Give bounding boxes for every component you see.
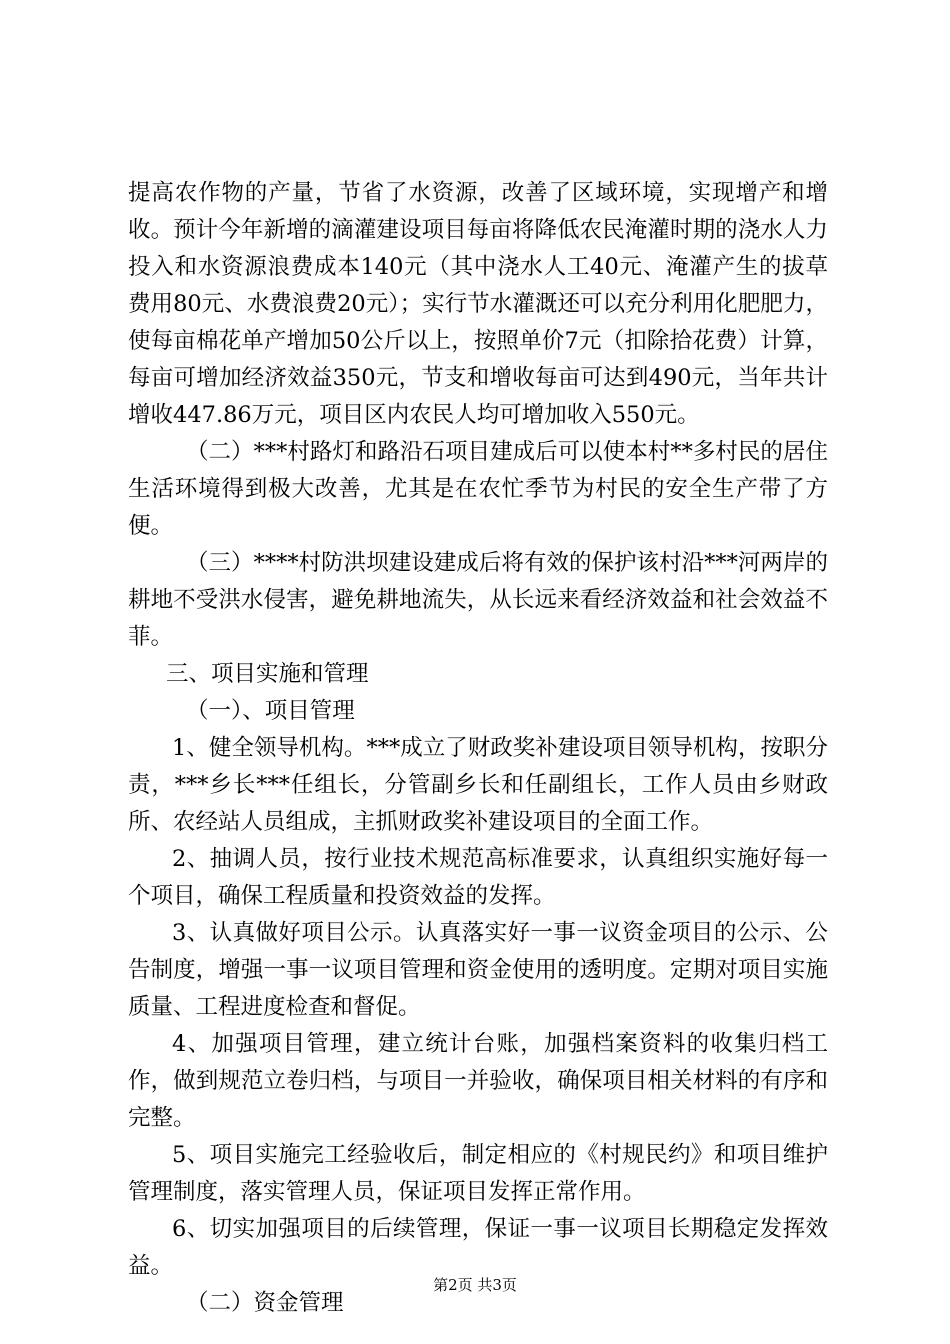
section-heading-implementation: 三、项目实施和管理 <box>166 661 369 687</box>
paragraph-flood-dam-project: （三）****村防洪坝建设建成后将有效的保护该村沿***河两岸的耕地不受洪水侵害，避免耕地流失，从长远来看经济效益和社会效益不菲。 <box>128 550 828 650</box>
paragraph-streetlight-project: （二）***村路灯和路沿石项目建成后可以使本村**多村民的居住生活环境得到极大改善，尤其是在农忙季节为村民的安全生产带了方便。 <box>128 439 828 539</box>
subsection-heading-fund-management: （二）资金管理 <box>186 1290 344 1316</box>
list-item-leadership: 1、健全领导机构。***成立了财政奖补建设项目领导机构，按职分责，***乡长***任组长，分管副乡长和任副组长，工作人员由乡财政所、农经站人员组成，主抓财政奖补建设项目的全面工作。 <box>128 735 828 835</box>
page-footer <box>0 1275 950 1295</box>
page-number-label: 第2页 共3页 <box>433 1276 517 1294</box>
paragraph-benefits: 提高农作物的产量，节省了水资源，改善了区域环境，实现增产和增收。预计今年新增的滴灌建设项目每亩将降低农民淹灌时期的浇水人力投入和水资源浪费成本140元（其中浇水人工40元、淹灌产生的拔草费用80元、水费浪费20元）；实行节水灌溉还可以充分利用化肥肥力，使每亩棉花单产增加50公斤以上，按照单价7元（扣除拾花费）计算，每亩可增加经济效益350元，节支和增收每亩可达到490元，当年共计增收447.86万元，项目区内农民人均可增加收入550元。 <box>128 180 828 428</box>
list-item-followup: 6、切实加强项目的后续管理，保证一事一议项目长期稳定发挥效益。 <box>128 1216 828 1279</box>
document-body <box>128 175 828 1322</box>
list-item-publicity: 3、认真做好项目公示。认真落实好一事一议资金项目的公示、公告制度，增强一事一议项目管理和资金使用的透明度。定期对项目实施质量、工程进度检查和督促。 <box>128 920 828 1020</box>
list-item-staffing: 2、抽调人员，按行业技术规范高标准要求，认真组织实施好每一个项目，确保工程质量和投资效益的发挥。 <box>128 846 828 909</box>
list-item-records: 4、加强项目管理，建立统计台账，加强档案资料的收集归档工作，做到规范立卷归档，与项目一并验收，确保项目相关材料的有序和完整。 <box>128 1031 828 1131</box>
subsection-heading-project-management: （一）、项目管理 <box>186 698 355 724</box>
list-item-acceptance: 5、项目实施完工经验收后，制定相应的《村规民约》和项目维护管理制度，落实管理人员，保证项目发挥正常作用。 <box>128 1142 828 1205</box>
